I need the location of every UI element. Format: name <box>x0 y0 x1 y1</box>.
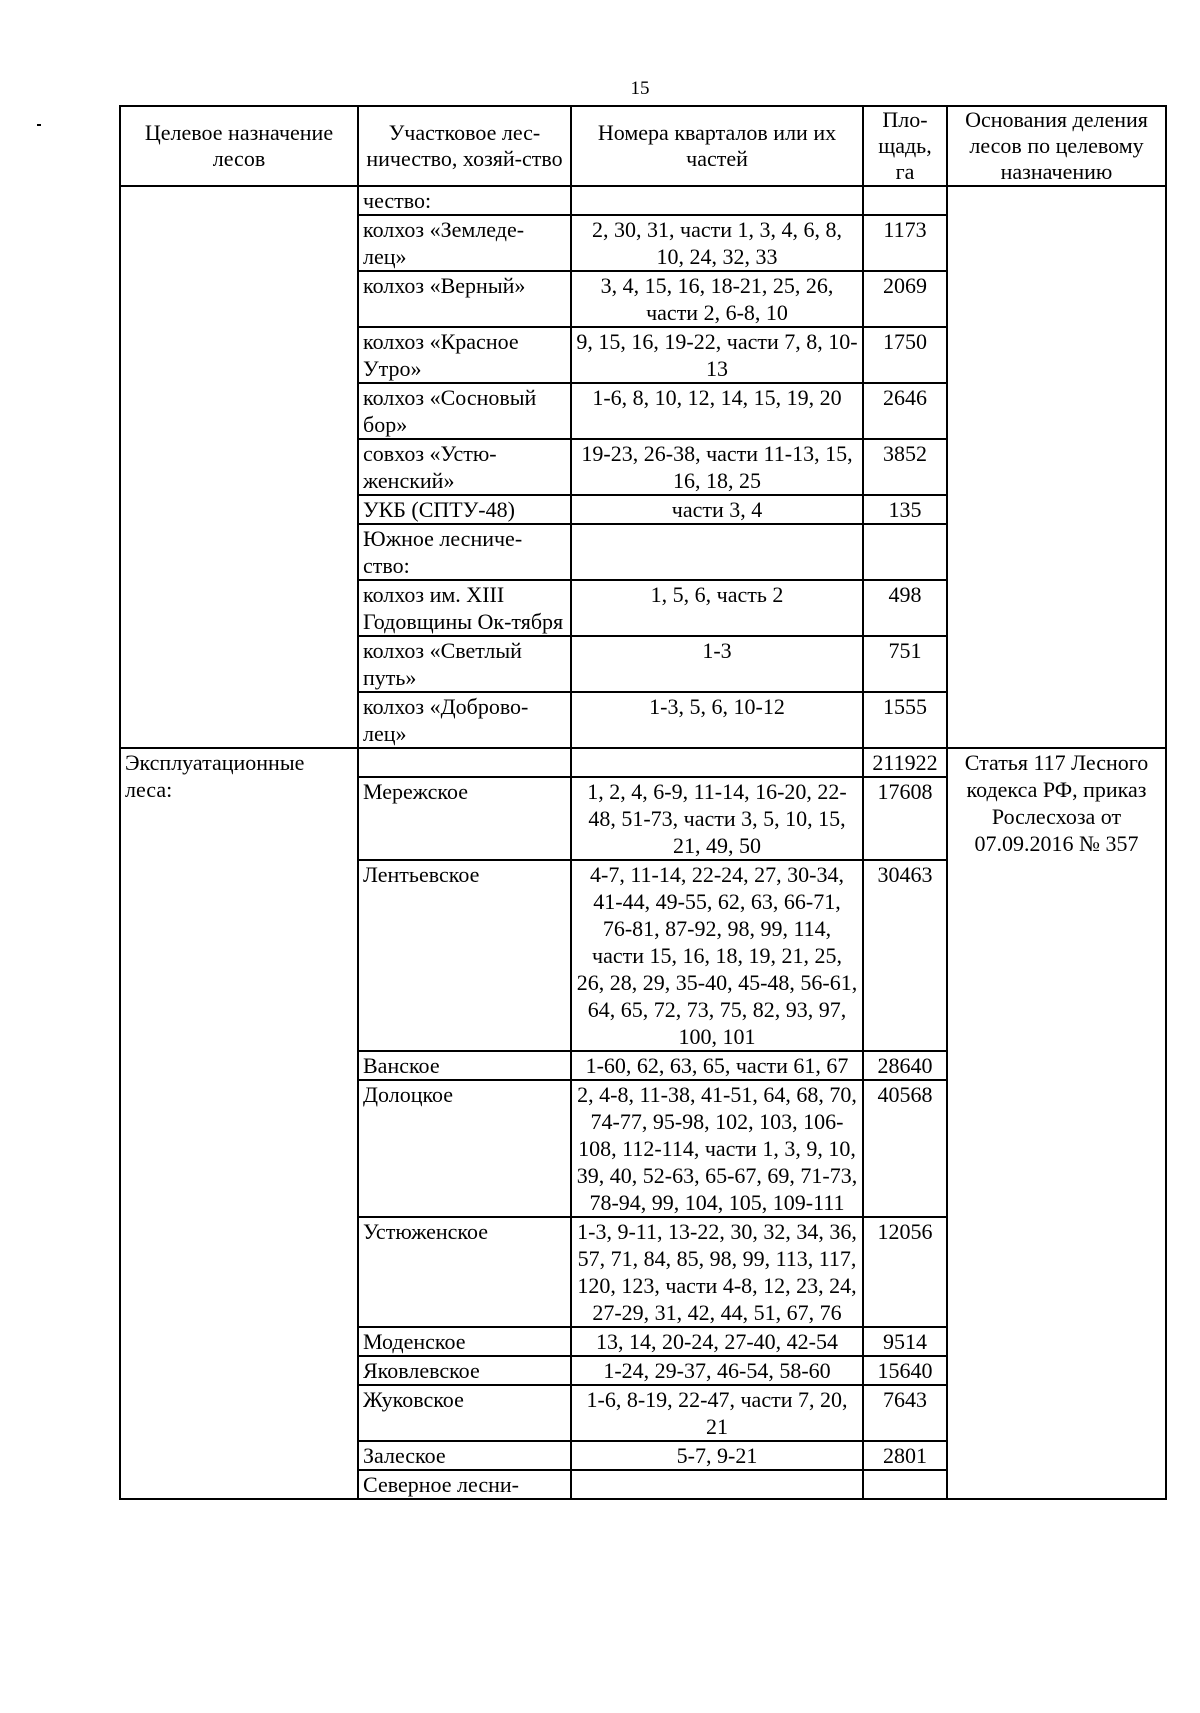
area-cell: 2069 <box>863 271 947 327</box>
quarters-cell: 1-60, 62, 63, 65, части 61, 67 <box>571 1051 863 1080</box>
area-cell: 1750 <box>863 327 947 383</box>
header-row <box>120 106 1166 186</box>
district-cell: Ванское <box>358 1051 571 1080</box>
purpose-cell-exploitation: Эксплуатационные леса: <box>120 748 358 1499</box>
district-cell: Жуковское <box>358 1385 571 1441</box>
district-cell: Яковлевское <box>358 1356 571 1385</box>
table-row <box>120 186 1166 215</box>
district-cell: УКБ (СПТУ-48) <box>358 495 571 524</box>
area-cell: 17608 <box>863 777 947 860</box>
header-purpose: Целевое назначение лесов <box>120 106 358 186</box>
area-cell: 1173 <box>863 215 947 271</box>
quarters-cell: 1-3, 5, 6, 10-12 <box>571 692 863 748</box>
district-cell: совхоз «Устю-женский» <box>358 439 571 495</box>
header-quarters: Номера кварталов или их частей <box>571 106 863 186</box>
area-cell: 751 <box>863 636 947 692</box>
area-cell: 12056 <box>863 1217 947 1327</box>
district-cell <box>358 748 571 777</box>
header-basis: Основания деления лесов по целевому назначению <box>947 106 1166 186</box>
quarters-cell: 1-3, 9-11, 13-22, 30, 32, 34, 36, 57, 71, 84, 85, 98, 99, 113, 117, 120, 123, части 4-8, 12, 23, 24, 27-29, 31, 42, 44, 51, 67, 76 <box>571 1217 863 1327</box>
quarters-cell: 2, 30, 31, части 1, 3, 4, 6, 8, 10, 24, 32, 33 <box>571 215 863 271</box>
district-cell: Моденское <box>358 1327 571 1356</box>
quarters-cell: 3, 4, 15, 16, 18-21, 25, 26, части 2, 6-8, 10 <box>571 271 863 327</box>
quarters-cell <box>571 186 863 215</box>
forest-purpose-table <box>119 105 1167 1500</box>
district-cell: Мережское <box>358 777 571 860</box>
quarters-cell <box>571 524 863 580</box>
district-cell: Северное лесни- <box>358 1470 571 1499</box>
page-number: 15 <box>630 78 650 99</box>
district-cell: колхоз «Земледе-лец» <box>358 215 571 271</box>
area-cell: 1555 <box>863 692 947 748</box>
area-cell: 135 <box>863 495 947 524</box>
quarters-cell: части 3, 4 <box>571 495 863 524</box>
quarters-cell: 1, 5, 6, часть 2 <box>571 580 863 636</box>
district-cell: Долоцкое <box>358 1080 571 1217</box>
quarters-cell: 9, 15, 16, 19-22, части 7, 8, 10-13 <box>571 327 863 383</box>
header-area: Пло-щадь, га <box>863 106 947 186</box>
area-cell: 2646 <box>863 383 947 439</box>
area-cell: 9514 <box>863 1327 947 1356</box>
area-cell: 40568 <box>863 1080 947 1217</box>
quarters-cell: 1-24, 29-37, 46-54, 58-60 <box>571 1356 863 1385</box>
quarters-cell: 2, 4-8, 11-38, 41-51, 64, 68, 70, 74-77, 95-98, 102, 103, 106-108, 112-114, части 1, 3, 9, 10, 39, 40, 52-63, 65-67, 69, 71-73, 78-94, 99, 104, 105, 109-111 <box>571 1080 863 1217</box>
district-cell: Устюженское <box>358 1217 571 1327</box>
district-cell: колхоз им. XIII Годовщины Ок-тября <box>358 580 571 636</box>
district-cell: колхоз «Верный» <box>358 271 571 327</box>
district-cell: чество: <box>358 186 571 215</box>
district-cell: колхоз «Доброво-лец» <box>358 692 571 748</box>
district-cell: Залеское <box>358 1441 571 1470</box>
purpose-cell-continued <box>120 186 358 748</box>
quarters-cell: 1, 2, 4, 6-9, 11-14, 16-20, 22-48, 51-73, части 3, 5, 10, 15, 21, 49, 50 <box>571 777 863 860</box>
header-district: Участковое лес-ничество, хозяй-ство <box>358 106 571 186</box>
quarters-cell: 19-23, 26-38, части 11-13, 15, 16, 18, 25 <box>571 439 863 495</box>
quarters-cell: 1-3 <box>571 636 863 692</box>
quarters-cell: 1-6, 8, 10, 12, 14, 15, 19, 20 <box>571 383 863 439</box>
quarters-cell <box>571 748 863 777</box>
area-cell: 28640 <box>863 1051 947 1080</box>
area-cell-total: 211922 <box>863 748 947 777</box>
table-row-exploitation-total <box>120 748 1166 777</box>
area-cell: 7643 <box>863 1385 947 1441</box>
quarters-cell: 5-7, 9-21 <box>571 1441 863 1470</box>
area-cell: 2801 <box>863 1441 947 1470</box>
area-cell <box>863 186 947 215</box>
district-cell: колхоз «Красное Утро» <box>358 327 571 383</box>
quarters-cell: 1-6, 8-19, 22-47, части 7, 20, 21 <box>571 1385 863 1441</box>
district-cell: колхоз «Сосновый бор» <box>358 383 571 439</box>
area-cell <box>863 1470 947 1499</box>
basis-cell-continued <box>947 186 1166 748</box>
area-cell <box>863 524 947 580</box>
district-cell: Южное лесниче-ство: <box>358 524 571 580</box>
district-cell: колхоз «Светлый путь» <box>358 636 571 692</box>
margin-mark <box>37 124 41 126</box>
area-cell: 3852 <box>863 439 947 495</box>
basis-cell-exploitation: Статья 117 Лесного кодекса РФ, приказ Рослесхоза от 07.09.2016 № 357 <box>947 748 1166 1499</box>
district-cell: Лентьевское <box>358 860 571 1051</box>
quarters-cell <box>571 1470 863 1499</box>
quarters-cell: 13, 14, 20-24, 27-40, 42-54 <box>571 1327 863 1356</box>
table-body <box>120 186 1166 1499</box>
area-cell: 15640 <box>863 1356 947 1385</box>
quarters-cell: 4-7, 11-14, 22-24, 27, 30-34, 41-44, 49-55, 62, 63, 66-71, 76-81, 87-92, 98, 99, 114, части 15, 16, 18, 19, 21, 25, 26, 28, 29, 35-40, 45-48, 56-61, 64, 65, 72, 73, 75, 82, 93, 97, 100, 101 <box>571 860 863 1051</box>
area-cell: 30463 <box>863 860 947 1051</box>
area-cell: 498 <box>863 580 947 636</box>
